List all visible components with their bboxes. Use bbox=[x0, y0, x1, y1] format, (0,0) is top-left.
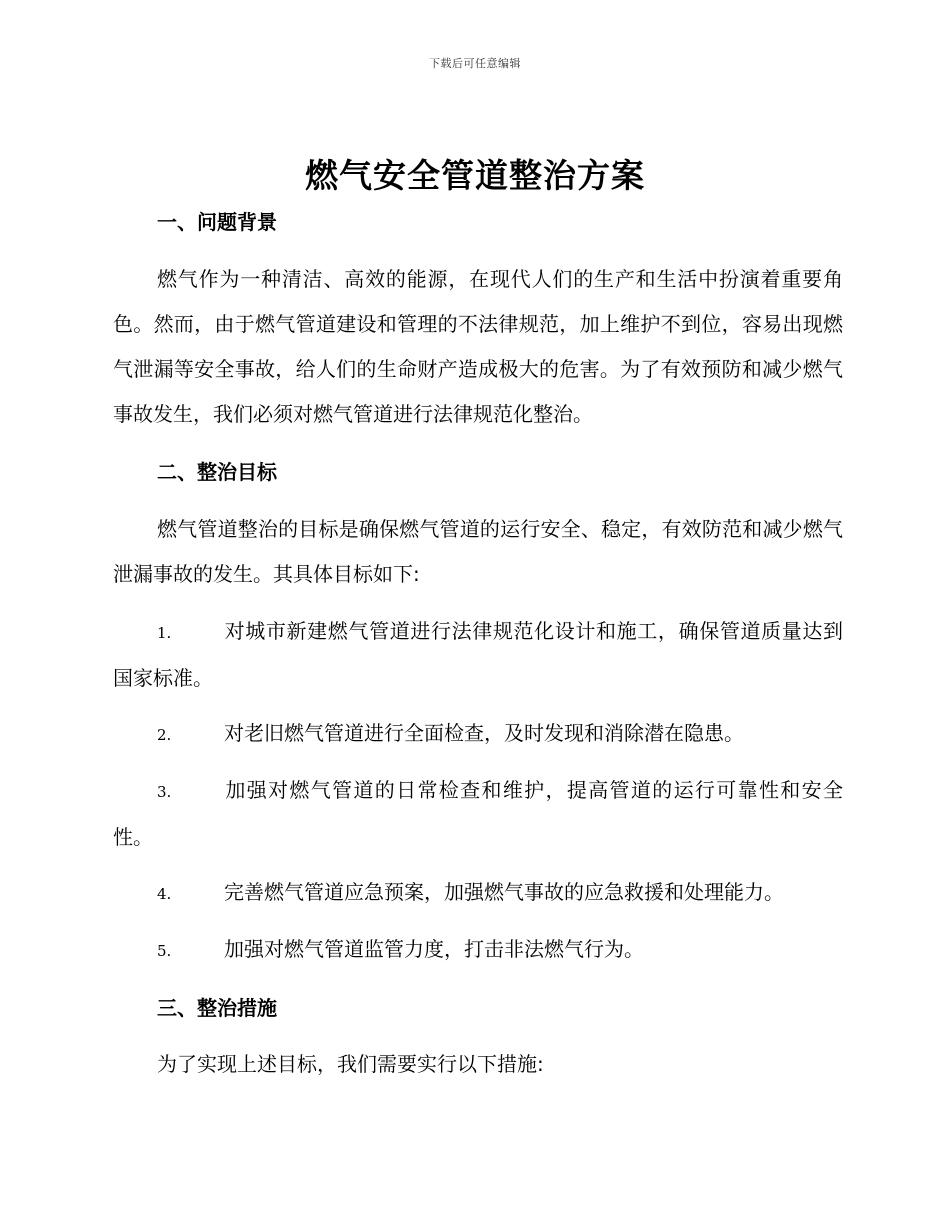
list-item-text: 对城市新建燃气管道进行法律规范化设计和施工，确保管道质量达到国家标准。 bbox=[113, 619, 843, 690]
list-item-text: 加强对燃气管道的日常检查和维护，提高管道的运行可靠性和安全性。 bbox=[113, 778, 843, 849]
document-title: 燃气安全管道整治方案 bbox=[305, 156, 645, 195]
list-number: 2. bbox=[157, 726, 172, 744]
section-heading-measures: 三、整治措施 bbox=[157, 996, 277, 1020]
goal-list-item-3 bbox=[113, 768, 843, 860]
goal-list-item-1 bbox=[113, 609, 843, 701]
list-number: 3. bbox=[157, 783, 172, 801]
list-item-text: 完善燃气管道应急预案，加强燃气事故的应急救援和处理能力。 bbox=[224, 880, 784, 904]
list-number: 1. bbox=[157, 624, 172, 642]
list-item-text: 对老旧燃气管道进行全面检查，及时发现和消除潜在隐患。 bbox=[224, 721, 744, 745]
paragraph-goals-intro: 燃气管道整治的目标是确保燃气管道的运行安全、稳定，有效防范和减少燃气泄漏事故的发生。其具体目标如下: bbox=[113, 517, 843, 586]
list-item-text: 加强对燃气管道监管力度，打击非法燃气行为。 bbox=[224, 937, 644, 961]
paragraph-background: 燃气作为一种清洁、高效的能源，在现代人们的生产和生活中扮演着重要角色。然而，由于燃气管道建设和管理的不法律规范，加上维护不到位，容易出现燃气泄漏等安全事故，给人们的生命财产造成极大的危害。为了有效预防和减少燃气事故发生，我们必须对燃气管道进行法律规范化整治。 bbox=[113, 267, 843, 426]
goal-list-item-5 bbox=[113, 927, 843, 974]
paragraph-measures-intro: 为了实现上述目标，我们需要实行以下措施: bbox=[157, 1052, 544, 1076]
goal-list-item-2 bbox=[113, 711, 843, 758]
list-number: 5. bbox=[157, 942, 172, 960]
section-heading-background: 一、问题背景 bbox=[157, 210, 277, 234]
list-number: 4. bbox=[157, 885, 172, 903]
goal-list-item-4 bbox=[113, 870, 843, 917]
page-header: 下载后可任意编辑 bbox=[429, 57, 521, 70]
section-heading-goals: 二、整治目标 bbox=[157, 460, 277, 484]
